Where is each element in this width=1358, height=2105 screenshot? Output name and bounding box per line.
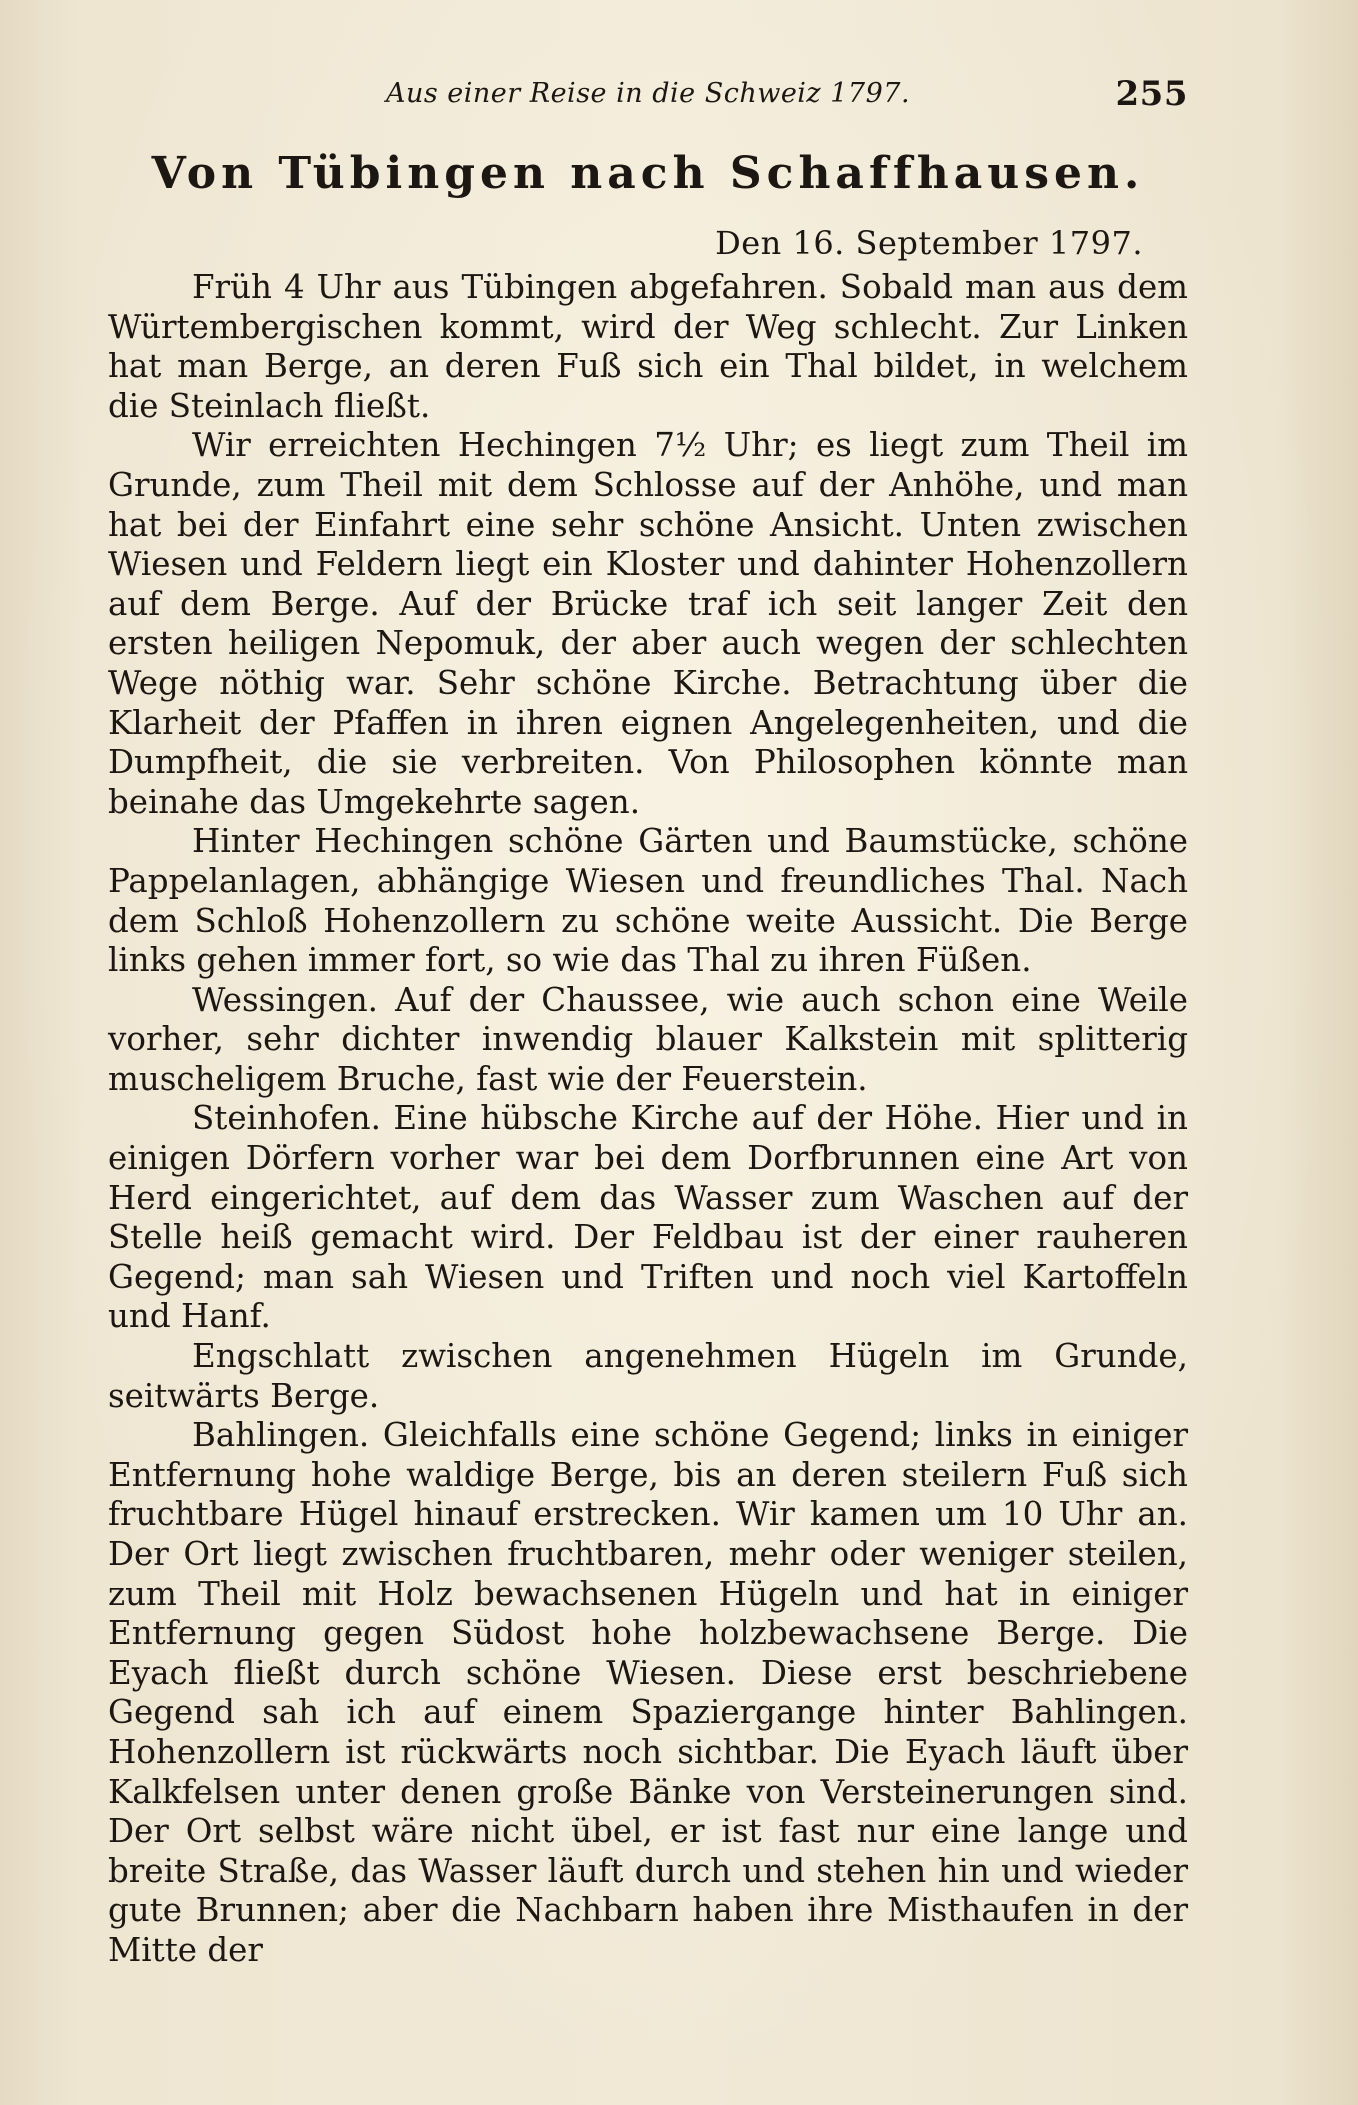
page-number: 255: [1115, 74, 1188, 114]
running-title: Aus einer Reise in die Schweiz 1797.: [385, 78, 911, 109]
paragraph: Hinter Hechingen schöne Gärten und Baumstücke, schöne Pappelanlagen, abhängige Wiesen und freundliches Thal. Nach dem Schloß Hohenzollern zu schöne weite Aussicht. Die Berge links gehen immer fort, so wie das Thal zu ihren Füßen.: [108, 822, 1188, 980]
running-head: [108, 74, 1188, 118]
paragraph: Wir erreichten Hechingen 7½ Uhr; es liegt zum Theil im Grunde, zum Theil mit dem Schlosse auf der Anhöhe, und man hat bei der Einfahrt eine sehr schöne Ansicht. Unten zwischen Wiesen und Feldern liegt ein Kloster und dahinter Hohenzollern auf dem Berge. Auf der Brücke traf ich seit langer Zeit den ersten heiligen Nepomuk, der aber auch wegen der schlechten Wege nöthig war. Sehr schöne Kirche. Betrachtung über die Klarheit der Pfaffen in ihren eignen Angelegenheiten, und die Dumpfheit, die sie verbreiten. Von Philosophen könnte man beinahe das Umgekehrte sagen.: [108, 426, 1188, 821]
paragraph: Wessingen. Auf der Chaussee, wie auch schon eine Weile vorher, sehr dichter inwendig blauer Kalkstein mit splitterig muscheligem Bruche, fast wie der Feuerstein.: [108, 980, 1188, 1098]
chapter-title: Von Tübingen nach Schaffhausen.: [151, 148, 1145, 199]
paragraph: Bahlingen. Gleichfalls eine schöne Gegend; links in einiger Entfernung hohe waldige Berge, bis an deren steilern Fuß sich fruchtbare Hügel hinauf erstrecken. Wir kamen um 10 Uhr an. Der Ort liegt zwischen fruchtbaren, mehr oder weniger steilen, zum Theil mit Holz bewachsenen Hügeln und hat in einiger Entfernung gegen Südost hohe holzbewachsene Berge. Die Eyach fließt durch schöne Wiesen. Diese erst beschriebene Gegend sah ich auf einem Spaziergange hinter Bahlingen. Hohenzollern ist rückwärts noch sichtbar. Die Eyach läuft über Kalkfelsen unter denen große Bänke von Versteinerungen sind. Der Ort selbst wäre nicht übel, er ist fast nur eine lange und breite Straße, das Wasser läuft durch und stehen hin und wieder gute Brunnen; aber die Nachbarn haben ihre Misthaufen in der Mitte der: [108, 1416, 1188, 1969]
paragraph: Engschlatt zwischen angenehmen Hügeln im Grunde, seitwärts Berge.: [108, 1337, 1188, 1415]
paragraph: Früh 4 Uhr aus Tübingen abgefahren. Sobald man aus dem Würtembergischen kommt, wird der Weg schlecht. Zur Linken hat man Berge, an deren Fuß sich ein Thal bildet, in welchem die Steinlach fließt.: [108, 268, 1188, 425]
dateline: Den 16. September 1797.: [715, 224, 1143, 262]
body-text: [108, 268, 1188, 1971]
paragraph: Steinhofen. Eine hübsche Kirche auf der Höhe. Hier und in einigen Dörfern vorher war bei dem Dorfbrunnen eine Art von Herd eingerichtet, auf dem das Wasser zum Waschen auf der Stelle heiß gemacht wird. Der Feldbau ist der einer rauheren Gegend; man sah Wiesen und Triften und noch viel Kartoffeln und Hanf.: [108, 1099, 1188, 1336]
